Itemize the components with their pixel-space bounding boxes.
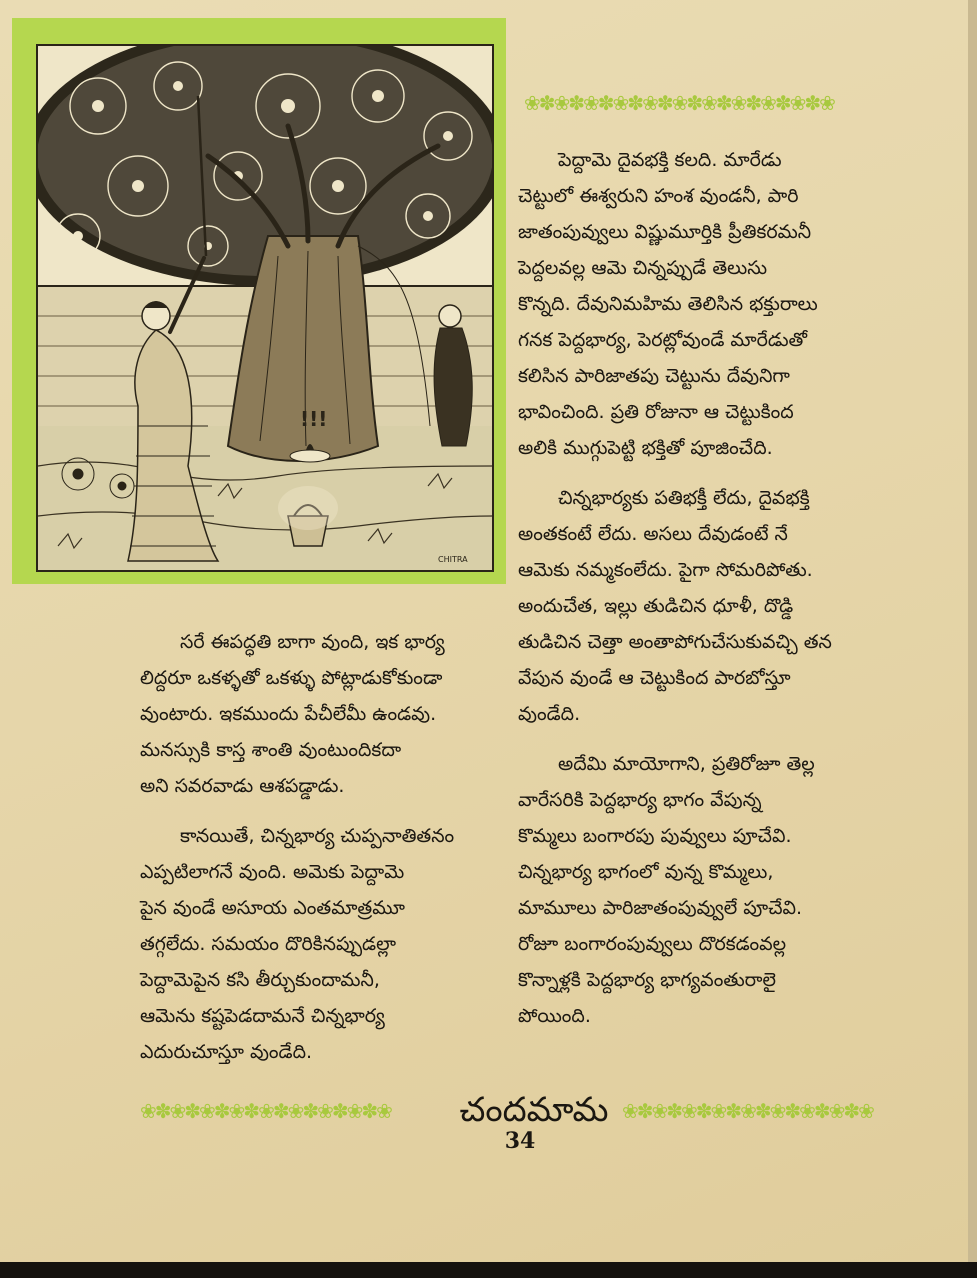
text-line: భావించింది. ప్రతి రోజునా ఆ చెట్టుకింద <box>518 401 794 423</box>
text-line: మనస్సుకి కాస్త శాంతి వుంటుందికదా <box>140 739 402 761</box>
text-line: అలికి ముగ్గుపెట్టి భక్తితో పూజించేది. <box>518 437 773 459</box>
ornament-strip-footer-left: ❀✽❀✽❀✽❀✽❀✽❀✽❀✽❀✽❀ <box>140 1100 391 1122</box>
text-line: తుడిచిన చెత్తా అంతాపోగుచేసుకువచ్చి తన <box>518 631 832 653</box>
scan-bottom-edge <box>0 1262 977 1278</box>
paragraph-2 <box>518 480 908 732</box>
text-line: అని సవరవాడు ఆశపడ్డాడు. <box>140 775 345 797</box>
paragraph-5 <box>140 818 510 1070</box>
text-line: కొన్నాళ్లకి పెద్దభార్య భాగ్యవంతురాలై <box>518 969 776 991</box>
text-line: ఎప్పటిలాగనే వుంది. అమెకు పెద్దామె <box>140 861 405 883</box>
tree-scene-drawing <box>38 46 492 570</box>
paragraph-4 <box>140 624 510 804</box>
artist-signature: CHITRA <box>438 555 468 564</box>
text-line: కానయితే, చిన్నభార్య చుప్పనాతితనం <box>180 825 455 847</box>
text-line: కొమ్మలు బంగారపు పువ్వులు పూచేవి. <box>518 825 792 847</box>
text-line: చిన్నభార్య భాగంలో వున్న కొమ్మలు, <box>518 861 774 883</box>
paragraph-3 <box>518 746 908 1034</box>
page-right-edge <box>968 0 977 1262</box>
text-line: రోజూ బంగారంపువ్వులు దొరకడంవల్ల <box>518 933 787 955</box>
text-line: చిన్నభార్యకు పతిభక్తీ లేదు, దైవభక్తి <box>558 487 810 509</box>
text-line: జాతంపువ్వులు విష్ణుమూర్తికి ప్రీతికరమనీ <box>518 221 812 243</box>
illustration-frame <box>12 18 506 584</box>
text-line: ఆమెను కష్టపెడదామనే చిన్నభార్య <box>140 1005 385 1027</box>
text-line: సరే ఈపద్ధతి బాగా వుంది, ఇక భార్య <box>180 631 445 653</box>
right-column-text <box>518 142 908 1048</box>
text-line: అంతకంటే లేదు. అసలు దేవుడంటే నే <box>518 523 788 545</box>
ornament-strip-footer-right: ❀✽❀✽❀✽❀✽❀✽❀✽❀✽❀✽❀ <box>622 1100 873 1122</box>
svg-text:!!!: !!! <box>300 407 328 431</box>
text-line: కొన్నది. దేవునిమహిమ తెలిసిన భక్తురాలు <box>518 293 818 315</box>
text-line: పెద్దామెపైన కసి తీర్చుకుందామనీ, <box>140 969 380 991</box>
text-line: వారేసరికి పెద్దభార్య భాగం వేపున్న <box>518 789 762 811</box>
text-line: చెట్టులో ఈశ్వరుని హంశ వుండనీ, పారి <box>518 185 799 207</box>
text-line: వుంటారు. ఇకముందు పేచీలేమీ ఉండవు. <box>140 703 437 725</box>
text-line: పెద్దలవల్ల ఆమె చిన్నప్పుడే తెలుసు <box>518 257 768 279</box>
text-line: మామూలు పారిజాతంపువ్వులే పూచేవి. <box>518 897 803 919</box>
text-line: తగ్గలేదు. సమయం దొరికినప్పుడల్లా <box>140 933 396 955</box>
text-line: పెద్దామె దైవభక్తి కలది. మారేడు <box>558 149 782 171</box>
story-illustration <box>36 44 494 572</box>
text-line: లిద్దరూ ఒకళ్ళతో ఒకళ్ళు పోట్లాడుకోకుండా <box>140 667 443 689</box>
paragraph-1 <box>518 142 908 466</box>
magazine-title: చందమామ <box>459 1090 609 1130</box>
text-line: పోయింది. <box>518 1005 591 1027</box>
text-line: అదేమి మాయోగాని, ప్రతిరోజూ తెల్ల <box>558 753 815 775</box>
text-line: గనక పెద్దభార్య, పెరట్లోవుండే మారేడుతో <box>518 329 808 351</box>
ornament-strip-top: ❀✽❀✽❀✽❀✽❀✽❀✽❀✽❀✽❀✽❀✽❀ <box>524 92 834 114</box>
text-line: వుండేది. <box>518 703 581 725</box>
left-column-text <box>140 624 510 1084</box>
text-line: ఆమెకు నమ్మకంలేదు. పైగా సోమరిపోతు. <box>518 559 813 581</box>
text-line: అందుచేత, ఇల్లు తుడిచిన ధూళీ, దొడ్డి <box>518 595 794 617</box>
text-line: వేపున వుండే ఆ చెట్టుకింద పారబోస్తూ <box>518 667 791 689</box>
text-line: పైన వుండే అసూయ ఎంతమాత్రమూ <box>140 897 405 919</box>
text-line: ఎదురుచూస్తూ వుండేది. <box>140 1041 313 1063</box>
page-number: 34 <box>504 1128 536 1154</box>
text-line: కలిసిన పారిజాతపు చెట్టును దేవునిగా <box>518 365 790 387</box>
